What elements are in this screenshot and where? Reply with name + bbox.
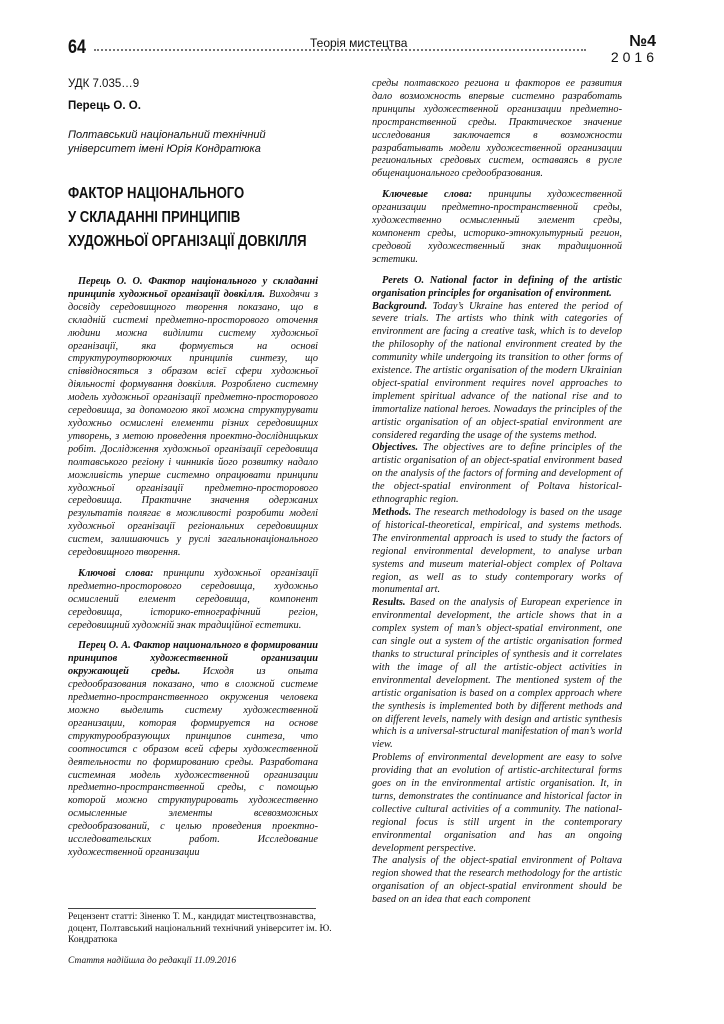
page-number: 64 [68,37,86,58]
received-date: Стаття надійшла до редакції 11.09.2016 [68,956,237,966]
results-paragraph: Problems of environmental development are easy to solve providing that an evolution of artistic-architectural forms goes on in the environmental artistic organisation. It, in turns, demonstrates the continuance and historical factor in collective cultural activities of a community. The national-regional focus is still urgent in the contemporary environmental organisation and has an ongoing development perspective. [372,752,622,854]
left-column [68,78,318,860]
right-column [372,78,622,907]
article-title [68,182,330,254]
keywords-label: Ключевые слова: [382,189,473,201]
abstract-ukrainian [68,276,318,560]
section-background [372,301,622,443]
section-results [372,597,622,752]
abstract-lead: Перец О. А. Фактор национального в формировании принципов художественной организации окружающей среды. [68,640,318,678]
abstract-body: Виходячи з досвіду середовищного творення показано, що в складній системі предметно-просторового оточення людини можна виділити систему художньої організації, яка формується на основі структуроутворюючих принципів синтезу, що співвідносяться з образом всієї сфери художньої діяльності формування довкілля. Розроблено системну модель художньої організації предметно-просторового середовища, за допомогою якої можна структурувати художньо осмислені елементи різних середовищних утворень, з метою проведення проектно-дослідницьких робіт. Дослідження художньої організації середовища полтавського регіону і чинників його розвитку надало можливість уперше системно опрацювати принципи художньої організації предметно-просторового середовища. Практичне значення одержаних результатів полягає в можливості розробити моделі художньої організації регіональних середовищних систем, залишаючись у руслі загальнонаціонального середовищного творення. [68,288,318,559]
section-label: Objectives. [372,442,419,454]
issue-year: 2016 [610,49,658,65]
abstract-lead: Perets O. National factor in defining of the artistic organisation principles for organisation of environment. [372,274,622,299]
abstract-russian [68,640,318,859]
author-affiliation: Полтавський національний технічний університет імені Юрія Кондратюка [68,129,266,155]
section-text: The research methodology is based on the usage of historical-theoretical, empirical, and systems methods. The environmental approach is used to study the factors of regional environmental development, to analyse urban systems and museum material-object complex of Poltava region, as well as to study contemporary works of monumental art. [372,507,622,596]
section-text: Today’s Ukraine has entered the period of severe trials. The artists who think with categories of environment are facing a creative task, which is to develop the philosophy of the national environment created by the community while undergoing its transition to other forms of existence. The artistic organisation of the modern Ukrainian object-spatial environment requires novel approaches to implement spiritual advance of the national rise and to immortalize national heroes. Nowadays the principles of the artistic organisation of an object-spatial environment are considered regarding the usage of the systems method. [372,300,622,441]
section-text: Based on the analysis of European experience in environmental development, the article shows that in a complex system of man’s object-spatial environment, one can single out a system of the artistic organisation formed thanks to structural principles of synthesis and it correlates with the image of all the artistic-object activities in environmental development. The mentioned system of the artistic organisation is based on a complex approach where the synthesis is implemented both by different methods and on different levels, namely with design and artistic synthesis which is a universal-structural manifestation of man’s world view. [372,597,622,751]
keywords-label: Ключові слова: [78,567,154,579]
keywords-russian [372,189,622,266]
section-label: Results. [372,597,406,609]
issue-number: №4 [629,33,656,50]
abstract-english-lead [372,275,622,301]
section-text: The objectives are to define principles of the artistic organisation of an object-spatial environment based on the analysis of the factors of forming and development of the object-spatial environment of Poltava historical-ethnographic region. [372,442,622,506]
keywords-text: принципи художньої організації предметно-просторового середовища, художньо осмислений елемент середовища, компонент середовища, історико-етнографічний регіон, середовищний художній знак традиційної естетики. [68,567,318,631]
keywords-ukrainian [68,568,318,633]
author-name: Перець О. О. [68,100,141,112]
results-paragraph: The analysis of the object-spatial environment of Poltava region showed that the research methodology for the artistic organisation of an object-spatial environment should be based on an idea that each component [372,855,622,906]
title-line: ХУДОЖНЬОЇ ОРГАНІЗАЦІЇ ДОВКІЛЛЯ [68,233,307,250]
section-label: Methods. [372,507,412,518]
section-label: Background. [372,300,428,312]
section-title: Теорія мистецтва [310,36,408,50]
abstract-lead: Перець О. О. Фактор національного у складанні принципів художньої організації довкілля. [68,276,318,300]
title-line: У СКЛАДАННІ ПРИНЦИПІВ [68,209,241,226]
section-objectives [372,442,622,507]
keywords-text: принципы художественной организации предметно-пространственной среды, художественно осмысленный элемент среды, компонент среды, историко-этнокультурный регион, средовой художественный знак традиционной эстетики. [372,189,622,265]
udc-code: УДК 7.035…9 [68,78,140,90]
abstract-body: Исходя из опыта средообразования показано, что в сложной системе предметно-пространственного окружения человека можно выделить систему художественной организации, которая формируется на основе структурообразующих принципов синтеза, что соотносится с образом всей сферы художественной деятельности по формированию среды. Разработана системная модель художественной организации предметно-пространственной среды, с помощью которой можно структурировать художественно осмысленные элементы всевозможных средообразований, с целью проведения проектно-исследовательских работ. Исследование художественной организации [68,666,318,858]
section-methods [372,507,622,597]
abstract-russian-continued: среды полтавского региона и факторов ее развития дало возможность впервые системно разработать принципы художественной организации предметно-пространственной среды. Практическое значение исследования заключается в возможности разрабатывать модели художественной организации региональных средовых систем, оставаясь в русле общенационального средообразования. [372,78,622,180]
reviewer-note: Рецензент статті: Зіненко Т. М., кандидат мистецтвознавства, доцент, Полтавський національний технічний університет ім. Ю. Кондратюка [68,912,332,945]
title-line: ФАКТОР НАЦІОНАЛЬНОГО [68,185,245,202]
footnote-rule [68,908,316,909]
